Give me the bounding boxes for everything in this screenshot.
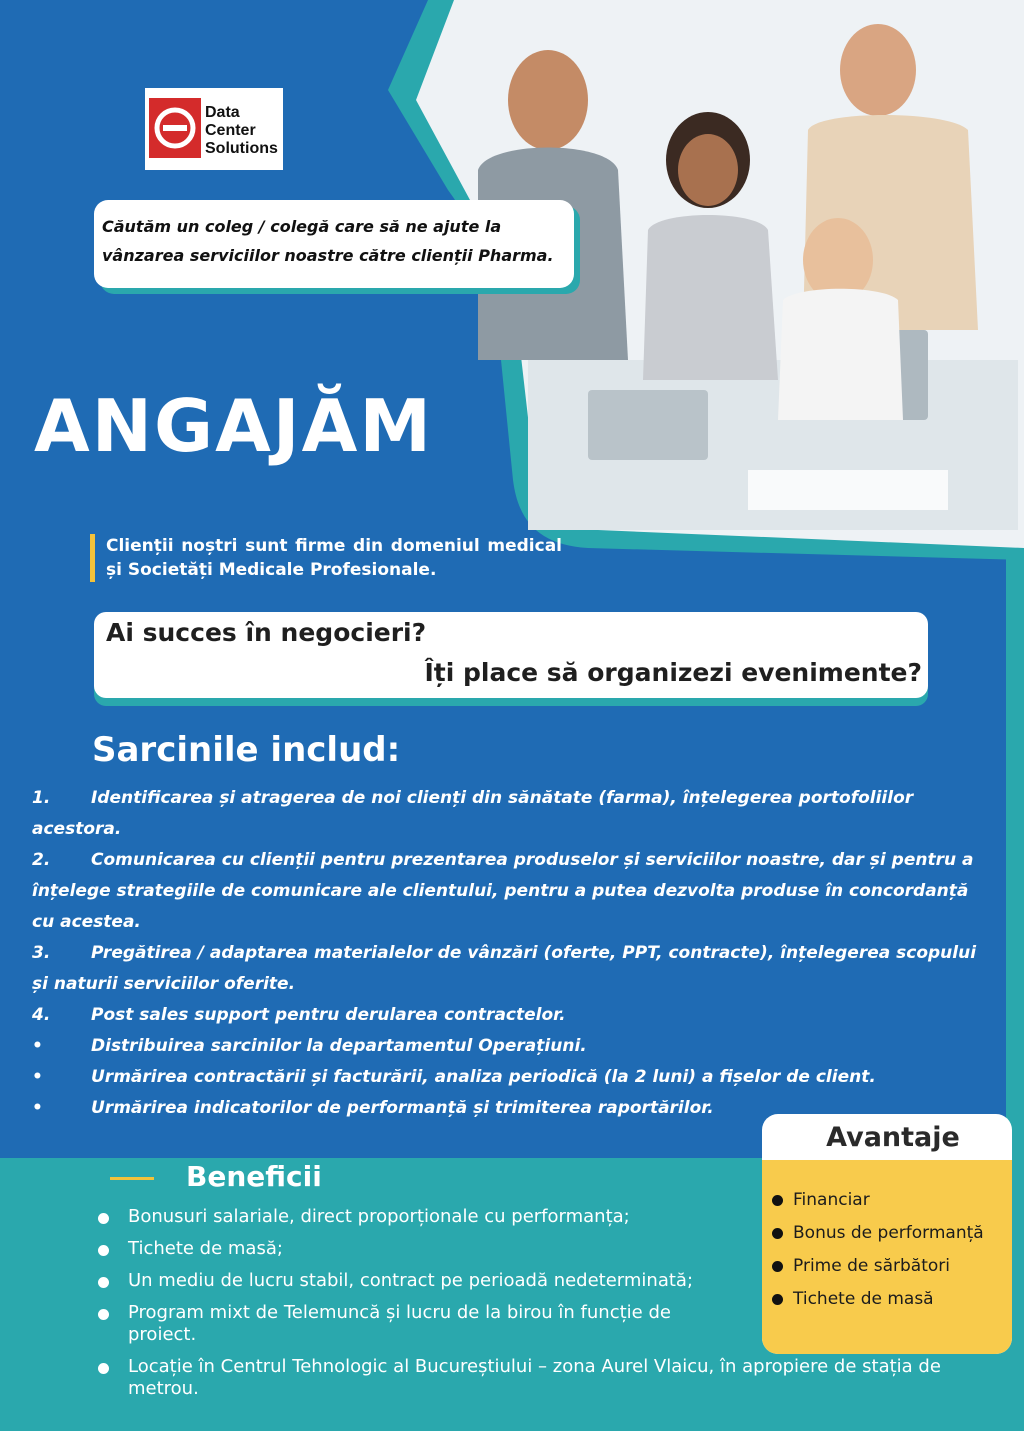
logo-mark-icon (149, 98, 201, 158)
question-box (94, 612, 928, 698)
tasks-list (32, 783, 992, 1124)
benefit-item: Un mediu de lucru stabil, contract pe perioadă nedeterminată; (96, 1270, 996, 1292)
bullet-icon (772, 1228, 783, 1239)
bullet-icon (772, 1294, 783, 1305)
bullet-icon (772, 1261, 783, 1272)
advantage-item: Tichete de masă (772, 1283, 984, 1316)
task-item: 4. Post sales support pentru derularea contractelor. (32, 1005, 566, 1025)
logo-text (205, 104, 278, 158)
task-item: 1. Identificarea și atragerea de noi clienți din sănătate (farma), înțelegerea portofoliilor acestora. (32, 788, 914, 839)
company-logo (145, 88, 283, 170)
bullet-icon (98, 1245, 109, 1256)
advantage-item: Prime de sărbători (772, 1250, 984, 1283)
task-item: 2. Comunicarea cu clienții pentru prezentarea produselor și serviciilor noastre, dar și pentru a înțelege strategiile de comunicare ale clientului, pentru a putea dezvolta produse în concordanță cu acestea. (32, 850, 974, 932)
intro-line-2: vânzarea serviciilor noastre către clienții Pharma. (102, 246, 554, 265)
bullet-icon (98, 1213, 109, 1224)
question-negotiation: Ai succes în negocieri? (106, 618, 427, 647)
advantage-item: Financiar (772, 1184, 984, 1217)
benefit-item: Program mixt de Telemuncă și lucru de la birou în funcție de proiect. (96, 1302, 728, 1346)
benefits-accent-line (110, 1177, 154, 1180)
advantages-panel (762, 1160, 1012, 1354)
question-events: Îți place să organizezi evenimente? (424, 658, 922, 687)
bullet-icon (98, 1363, 109, 1374)
advantages-card (762, 1114, 1012, 1354)
bullet-icon (772, 1195, 783, 1206)
task-item: 3. Pregătirea / adaptarea materialelor de vânzări (oferte, PPT, contracte), înțelegerea scopului și naturii serviciilor oferite. (32, 943, 977, 994)
intro-text (102, 212, 572, 270)
bullet-icon (98, 1277, 109, 1288)
task-item: • Distribuirea sarcinilor la departamentul Operațiuni. (32, 1036, 587, 1056)
task-item: • Urmărirea indicatorilor de performanță și trimiterea raportărilor. (32, 1098, 714, 1118)
task-item: • Urmărirea contractării și facturării, analiza periodică (la 2 luni) a fișelor de client. (32, 1067, 876, 1087)
headline: ANGAJĂM (34, 384, 433, 468)
advantage-item: Bonus de performanță (772, 1217, 984, 1250)
intro-line-1: Căutăm un coleg / colegă care să ne ajute la (102, 217, 502, 236)
benefit-item: Locație în Centrul Tehnologic al Bucureștiului – zona Aurel Vlaicu, în apropiere de stația de metrou. (96, 1356, 996, 1400)
logo-line-1: Data (205, 104, 240, 121)
benefit-item: Tichete de masă; (96, 1238, 996, 1260)
logo-line-3: Solutions (205, 140, 278, 157)
benefits-title: Beneficii (186, 1160, 322, 1193)
benefit-item: Bonusuri salariale, direct proporționale cu performanța; (96, 1206, 996, 1228)
advantages-title: Avantaje (826, 1122, 960, 1153)
intro-box (94, 200, 574, 288)
tasks-title: Sarcinile includ: (92, 730, 401, 770)
bullet-icon (98, 1309, 109, 1320)
advantages-list (772, 1184, 984, 1316)
clients-text: Clienții noștri sunt firme din domeniul medical și Societăți Medicale Profesionale. (90, 534, 562, 582)
logo-line-2: Center (205, 122, 256, 139)
